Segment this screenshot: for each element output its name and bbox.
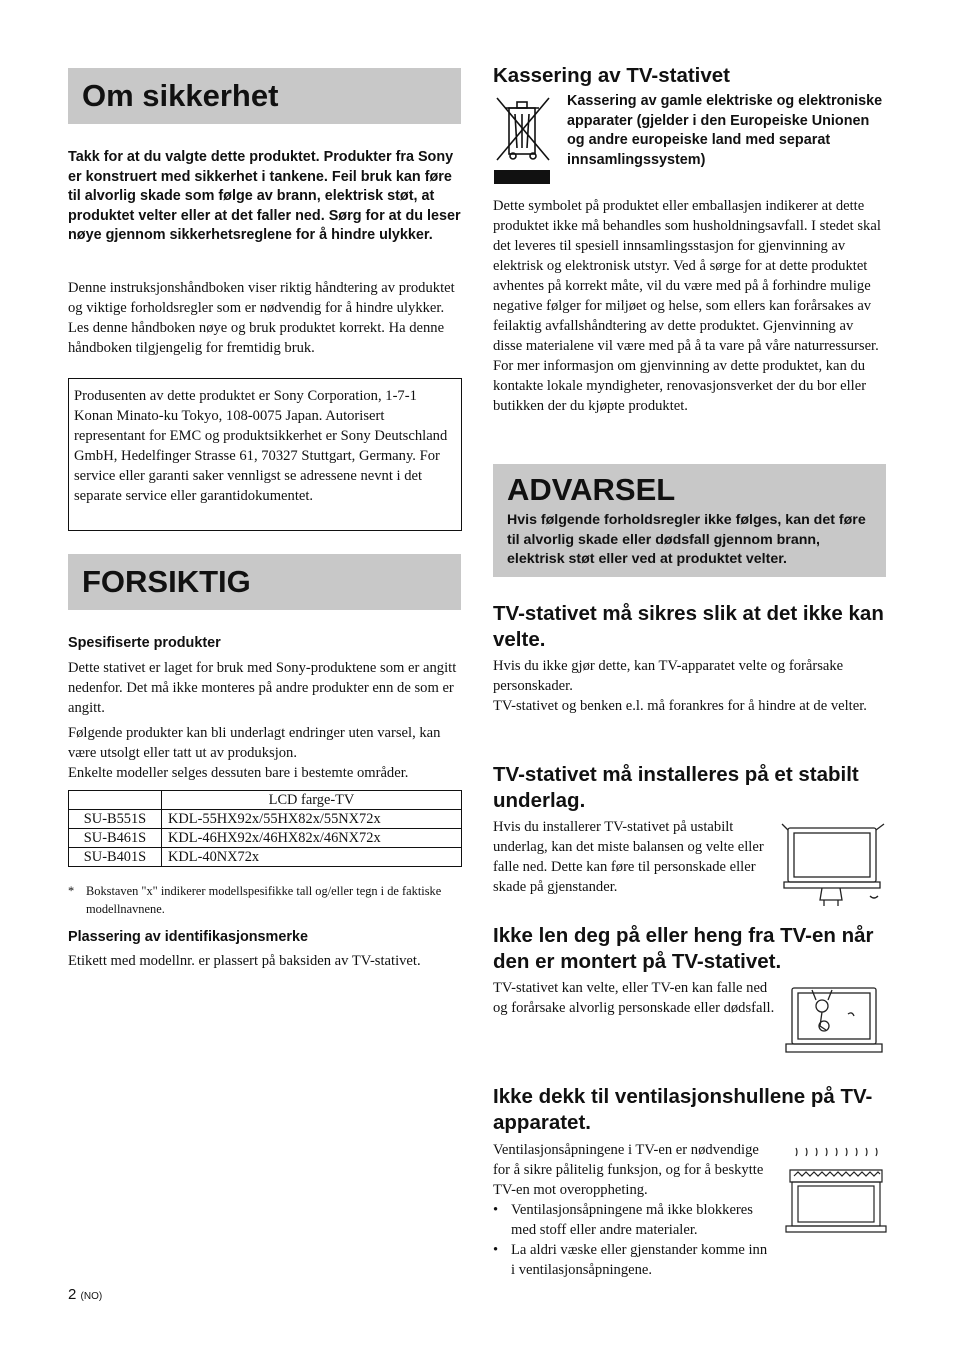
weee-bin-icon	[493, 96, 551, 186]
om-sikkerhet-title: Om sikkerhet	[82, 78, 279, 113]
table-cell: SU-B401S	[69, 848, 162, 867]
page-number: 2	[68, 1286, 77, 1303]
section-1-text-2: TV-stativet og benken e.l. må forankres for å hindre at de velter.	[493, 698, 867, 714]
advarsel-title: ADVARSEL	[507, 472, 676, 507]
unstable-surface-illustration	[780, 822, 886, 910]
hanging-person-illustration	[782, 984, 886, 1064]
footnote-mark: *	[68, 884, 75, 898]
spec-text-2b: Enkelte modeller selges dessuten bare i bestemte områder.	[68, 765, 409, 781]
spec-text-2a: Følgende produkter kan bli underlagt endringer uten varsel, kan være utsolgt eller tatt ut av produksjon.	[68, 725, 441, 761]
table-row	[69, 810, 462, 829]
spec-heading: Spesifiserte produkter	[68, 635, 221, 651]
kassering-heading: Kassering av TV-stativet	[493, 64, 730, 87]
advarsel-text: Hvis følgende forholdsregler ikke følges, kan det føre til alvorlig skade eller dødsfall gjennom brann, elektrisk støt eller ved at produktet velter.	[507, 512, 866, 567]
section-3-text: TV-stativet kan velte, eller TV-en kan falle ned og forårsake alvorlig personskade eller dødsfall.	[493, 980, 775, 1016]
section-2-heading: TV-stativet må installeres på et stabilt underlag.	[493, 763, 859, 812]
table-row	[69, 848, 462, 867]
intro-text: Denne instruksjonshåndboken viser riktig håndtering av produktet og viktige forholdsregler som er nødvendig for å hindre ulykker. Les denne håndboken nøye og bruk produktet korrekt. Ha denne håndboken tilgjengelig for fremtidig bruk.	[68, 280, 455, 356]
forsiktig-title: FORSIKTIG	[82, 564, 251, 599]
section-3-heading: Ikke len deg på eller heng fra TV-en når den er montert på TV-stativet.	[493, 924, 874, 973]
table-row	[69, 791, 462, 810]
weee-bold-text: Kassering av gamle elektriske og elektroniske apparater (gjelder i den Europeiske Unionen og andre europeiske land med separat innsamlingssystem)	[567, 93, 883, 168]
manufacturer-text: Produsenten av dette produktet er Sony Corporation, 1-7-1 Konan Minato-ku Tokyo, 108-0075 Japan. Autorisert representant for EMC og produktsikkerhet er Sony Deutschland GmbH, Hedelfinger Strasse 61, 70327 Stuttgart, Germany. For service eller garanti saker vennligst se adressene nevnt i det separate service eller garantidokumentet.	[74, 388, 448, 504]
table-header: LCD farge-TV	[162, 791, 462, 810]
list-item	[493, 1240, 775, 1280]
section-1-heading: TV-stativet må sikres slik at det ikke kan velte.	[493, 602, 884, 651]
section-4-text: Ventilasjonsåpningene i TV-en er nødvendige for å sikre pålitelig funksjon, og for å beskytte TV-en mot overoppheting.	[493, 1142, 764, 1198]
table-cell: KDL-40NX72x	[162, 848, 462, 867]
ventilation-cover-illustration	[784, 1146, 888, 1240]
bullet-text: Ventilasjonsåpningene må ikke blokkeres med stoff eller andre materialer.	[511, 1202, 753, 1238]
id-text: Etikett med modellnr. er plassert på baksiden av TV-stativet.	[68, 953, 421, 969]
weee-text: Dette symbolet på produktet eller emballasjen indikerer at dette produktet ikke må behandles som husholdningsavfall. I stedet skal det leveres til spesiell innsamlingsstasjon for gjenvinning av elektrisk og elektronisk utstyr. Ved å sørge for at dette produktet avhentes på korrekt måte, vil du være med på å forhindre mulige negative følger for miljøet og helse, som ellers kan forårsakes av feilaktig avfallshåndtering av dette produktet. Gjenvinning av disse materialene vil være med på å ta vare på våre naturressurser. For mer informasjon om gjenvinning av dette produktet, kan du kontakte lokale myndigheter, renovasjonsverket der du bor eller butikken der du kjøpte produktet.	[493, 198, 881, 414]
table-cell: SU-B461S	[69, 829, 162, 848]
spec-text-1: Dette stativet er laget for bruk med Sony-produktene som er angitt nedenfor. Det må ikke monteres på andre produkter enn de som er angitt.	[68, 660, 457, 716]
om-sikkerhet-banner	[68, 68, 461, 124]
models-table	[68, 790, 462, 867]
bullet-mark: •	[493, 1242, 499, 1258]
section-2-text: Hvis du installerer TV-stativet på ustabilt underlag, kan det miste balansen og velte eller falle ned. Dette kan føre til personskade eller skade på gjenstander.	[493, 819, 764, 895]
footnote-text: Bokstaven "x" indikerer modellspesifikke tall og/eller tegn i de faktiske modellnavnene.	[86, 884, 442, 916]
section-1-text-1: Hvis du ikke gjør dette, kan TV-apparatet velte og forårsake personskader.	[493, 658, 844, 694]
table-cell: KDL-46HX92x/46HX82x/46NX72x	[162, 829, 462, 848]
forsiktig-banner	[68, 554, 461, 610]
table-row	[69, 829, 462, 848]
advarsel-banner	[493, 464, 886, 577]
page-lang: (NO)	[80, 1291, 103, 1302]
page-footer	[68, 1286, 102, 1303]
manufacturer-box	[68, 378, 462, 531]
bullet-text: La aldri væske eller gjenstander komme inn i ventilasjonsåpningene.	[511, 1242, 768, 1278]
table-cell: KDL-55HX92x/55HX82x/55NX72x	[162, 810, 462, 829]
intro-bold-text: Takk for at du valgte dette produktet. Produkter fra Sony er konstruert med sikkerhet i tankene. Feil bruk kan føre til alvorlig skade som følge av brann, elektrisk støt, at produktet velter eller at det faller ned. Sørg for at du leser nøye gjennom sikkerhetsreglene for å hindre ulykker.	[68, 149, 461, 243]
id-heading: Plassering av identifikasjonsmerke	[68, 929, 308, 945]
section-4-heading: Ikke dekk til ventilasjonshullene på TV-apparatet.	[493, 1085, 873, 1134]
table-cell: SU-B551S	[69, 810, 162, 829]
list-item	[493, 1200, 775, 1240]
bullet-mark: •	[493, 1202, 499, 1218]
